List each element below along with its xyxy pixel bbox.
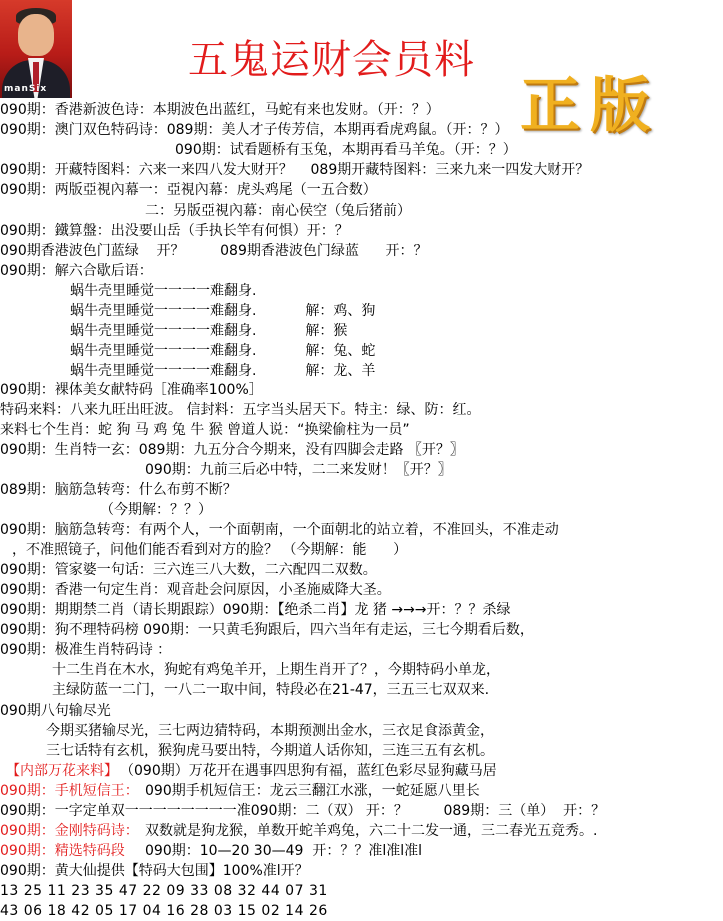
text-line: 蜗牛壳里睡觉一一一一难翻身. 解：猴: [70, 323, 348, 339]
text-line: 双数就是狗龙猴，单数开蛇羊鸡兔，六二十二发一通，三二春光五竞秀。.: [145, 823, 598, 839]
official-stamp: 正版: [520, 71, 660, 141]
text-line: 来料七个生肖：蛇 狗 马 鸡 兔 牛 猴 曾道人说：“换梁偷柱为一员”: [0, 422, 410, 438]
text-line-red: 090期：手机短信王：: [0, 783, 139, 799]
text-line-red: 090期：金刚特码诗：: [0, 823, 139, 839]
text-line: 二：另版亞視內幕：南心侯空（兔后猪前）: [145, 203, 411, 219]
text-line: 特码来料：八来九旺出旺波。 信封料：五字当头居天下。特主：绿、防：红。: [0, 402, 481, 418]
text-line: 090期：鐵算盤：出没要山岳（手执长竿有何惧）开：？: [0, 223, 349, 239]
text-line: 蜗牛壳里睡觉一一一一难翻身. 解：兔、蛇: [70, 343, 376, 359]
text-line: 090期：解六合歇后语：: [0, 263, 153, 279]
avatar: [0, 0, 72, 98]
text-line: 090期手机短信王：龙云三翻江水涨，一蛇延愿八里长: [145, 783, 480, 799]
text-line: 主绿防蓝一二门，一八二一取中间，特段必在21-47，三五三七双双来.: [52, 682, 490, 698]
text-line: 十二生肖在木水，狗蛇有鸡兔羊开，上期生肖开了？，今期特码小单龙，: [52, 662, 500, 678]
text-line: 090期：期期禁二肖（请长期跟踪）090期：【绝杀二肖】龙 猪 →→→开：？？杀绿: [0, 602, 511, 618]
text-line: （090期）万花开在遇事四思狗有福，蓝红色彩尽显狗藏马居: [120, 763, 497, 779]
text-line: 090期：一字定单双一一一一一一一一准090期：二（双） 开：？ 089期：三（单） 开：？: [0, 803, 606, 819]
text-line: 090期：九前三后必中特，二二来发财！〖开？〗: [145, 462, 452, 478]
text-line: 090期：生肖特一玄：089期：九五分合今期来，没有四脚会走路 〖开？〗: [0, 442, 464, 458]
text-line: 三七话特有玄机，猴狗虎马要出特，今期道人话你知，三连三五有玄机。: [46, 743, 494, 759]
text-line: 090期：开藏特图料：六来一来四八发大财开？ 089期开藏特图料：三来九来一四发大财开？: [0, 162, 590, 178]
text-line: 090期：脑筋急转弯：有两个人，一个面朝南，一个面朝北的站立着，不准回头，不准走动: [0, 522, 559, 538]
text-line: 089期：脑筋急转弯：什么布剪不断？: [0, 482, 237, 498]
text-line: 090期：澳门双色特码诗：089期：美人才子传芳信，本期再看虎鸡鼠。（开：？）: [0, 122, 509, 138]
text-line: 090期：极准生肖特码诗 ：: [0, 642, 172, 658]
text-line: （今期解：？？）: [100, 502, 212, 518]
text-line: 090期：试看题桥有玉兔，本期再看马羊兔。（开：？）: [175, 142, 517, 158]
text-line: 090期：香港新波色诗：本期波色出蓝红，马蛇有来也发财。（开：？）: [0, 102, 440, 118]
text-line: 090期：裸体美女献特码［准确率100%］: [0, 382, 263, 398]
text-line: 090期：10—20 30—49 开：？？准l准l准l: [145, 843, 422, 859]
number-row: 43 06 18 42 05 17 04 16 28 03 15 02 14 26: [0, 903, 328, 919]
text-line: 蜗牛壳里睡觉一一一一难翻身.: [70, 283, 257, 299]
text-line: 090期：黄大仙提供【特码大包围】100%准l开？: [0, 863, 309, 879]
number-row: 13 25 11 23 35 47 22 09 33 08 32 44 07 31: [0, 883, 328, 899]
text-line: 090期：香港一句定生肖：观音赴会问原因，小圣施威降大圣。: [0, 582, 391, 598]
text-line-red: 【内部万花来料】: [6, 763, 118, 779]
text-line: 今期买猪输尽光，三七两边猜特码，本期预测出金水，三衣足食添黄金，: [46, 723, 494, 739]
page-title: 五鬼运财会员料: [188, 37, 475, 83]
text-line: 090期香港波色门蓝绿 开？ 089期香港波色门绿蓝 开：？: [0, 243, 428, 259]
text-line: 蜗牛壳里睡觉一一一一难翻身. 解：龙、羊: [70, 363, 376, 379]
text-line: ，不准照镜子，问他们能否看到对方的脸？ （今期解：能 ）: [12, 542, 408, 558]
text-line-red: 090期：精选特码段: [0, 843, 125, 859]
text-line: 蜗牛壳里睡觉一一一一难翻身. 解：鸡、狗: [70, 303, 376, 319]
text-line: 090期：管家婆一句话：三六连三八大数，二六配四二双数。: [0, 562, 377, 578]
text-line: 090期：两版亞視內幕一：亞視內幕：虎头鸡尾（一五合数）: [0, 182, 377, 198]
text-line: 090期八句输尽光: [0, 703, 111, 719]
avatar-watermark: manSix: [4, 84, 48, 94]
text-line: 090期：狗不理特码榜 090期：一只黄毛狗跟后，四六当年有走运，三七今期看后数，: [0, 622, 534, 638]
